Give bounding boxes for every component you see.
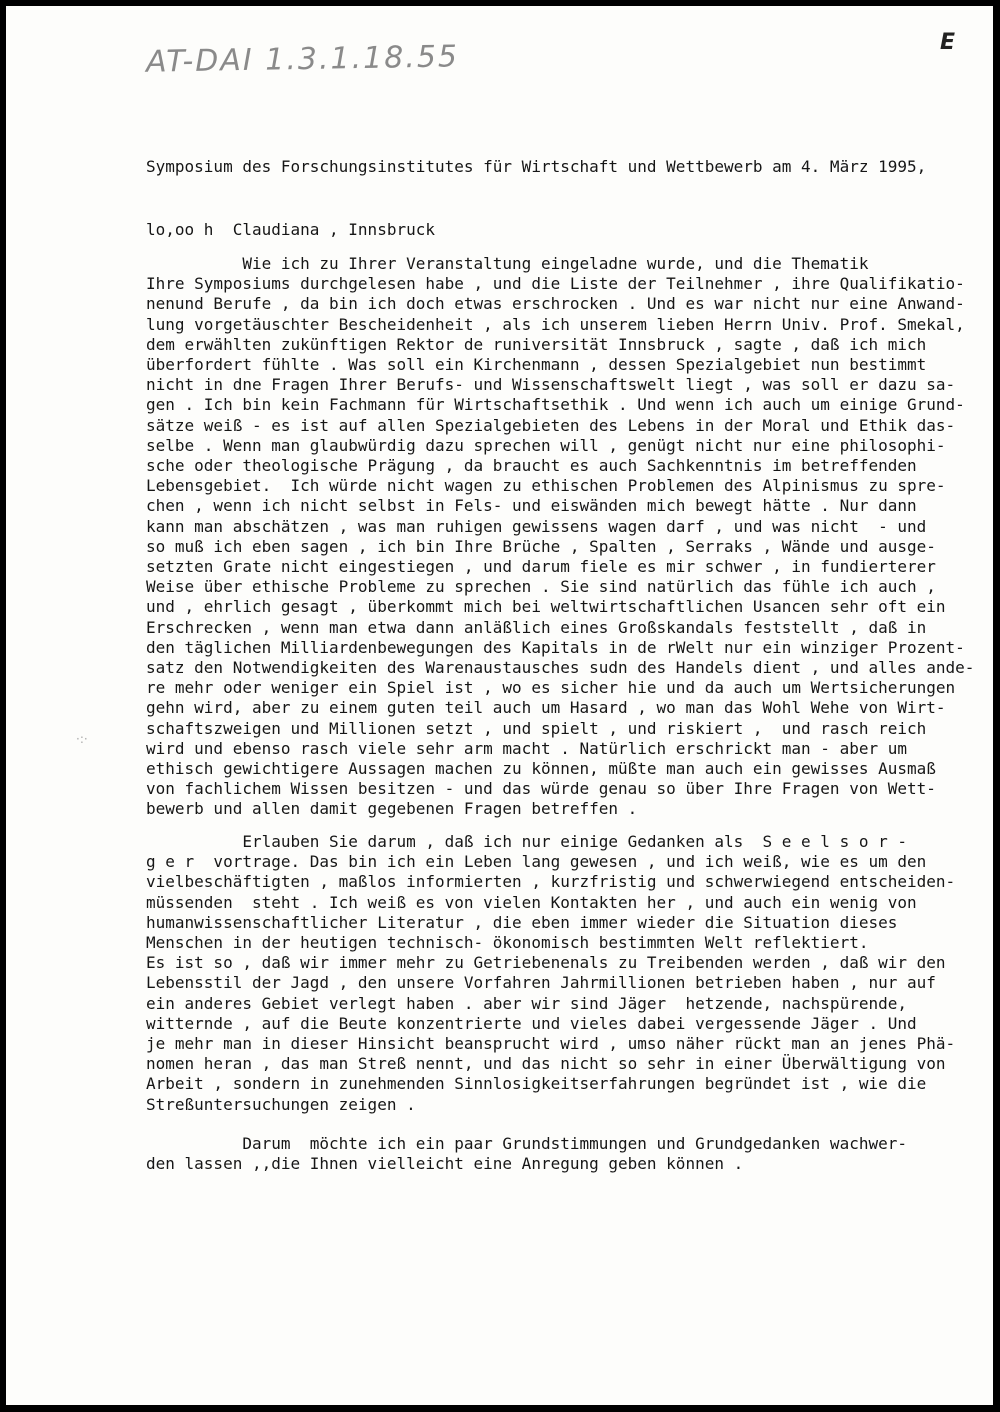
header-line-2: lo,oo h Claudiana , Innsbruck (146, 220, 435, 239)
text-line: bewerb und allen damit gegebenen Fragen betreffen . (146, 799, 638, 819)
text-line: chen , wenn ich nicht selbst in Fels- und eiswänden mich bewegt hätte . Nur dann (146, 496, 917, 516)
text-line: und , ehrlich gesagt , überkommt mich bei weltwirtschaftlichen Usancen sehr oft ein (146, 597, 946, 617)
text-line: witternde , auf die Beute konzentrierte und vieles dabei vergessende Jäger . Und (146, 1013, 917, 1033)
header-line-1: Symposium des Forschungsinstitutes für Wirtschaft und Wettbewerb am 4. März 1995, (146, 157, 927, 176)
text-line: gehn wird, aber zu einem guten teil auch um Hasard , wo man das Wohl Wehe von Wirt- (146, 698, 946, 718)
archive-stamp: AT-DAI 1.3.1.18.55 (145, 39, 460, 80)
text-line: selbe . Wenn man glaubwürdig dazu sprechen will , genügt nicht nur eine philosophi- (146, 435, 946, 455)
document-page (6, 6, 993, 1405)
text-line: müssenden steht . Ich weiß es von vielen Kontakten her , und auch ein wenig von (146, 892, 917, 912)
corner-mark: E (940, 30, 956, 55)
text-line: Streßuntersuchungen zeigen . (146, 1094, 416, 1114)
margin-mark: ·:· (76, 732, 88, 746)
text-line: schaftszweigen und Millionen setzt , und spielt , und riskiert , und rasch reich (146, 718, 927, 738)
text-line: Menschen in der heutigen technisch- ökonomisch bestimmten Welt reflektiert. (146, 933, 869, 953)
text-line: setzten Grate nicht eingestiegen , und darum fiele es mir schwer , in fundierterer (146, 557, 936, 577)
text-line: vielbeschäftigten , maßlos informierten , kurzfristig und schwerwiegend entscheiden- (146, 872, 956, 892)
text-line: Weise über ethische Probleme zu sprechen . Sie sind natürlich das fühle ich auch , (146, 577, 936, 597)
text-line: satz den Notwendigkeiten des Warenaustausches sudn des Handels dient , und alles ande- (146, 658, 975, 678)
text-line: dem erwählten zukünftigen Rektor de runiversität Innsbruck , sagte , daß ich mich (146, 334, 927, 354)
text-line: Erlauben Sie darum , daß ich nur einige Gedanken als S e e l s o r - (146, 832, 907, 851)
text-line: Es ist so , daß wir immer mehr zu Getriebenenals zu Treibenden werden , daß wir den (146, 953, 946, 973)
text-line: wird und ebenso rasch viele sehr arm macht . Natürlich erschrickt man - aber um (146, 738, 907, 758)
text-line: Erschrecken , wenn man etwa dann anläßlich eines Großskandals feststellt , daß in (146, 617, 927, 637)
text-line: von fachlichem Wissen besitzen - und das würde genau so über Ihre Fragen von Wett- (146, 779, 936, 799)
text-line: sätze weiß - es ist auf allen Spezialgebieten des Lebens in der Moral und Ethik das- (146, 415, 956, 435)
text-line: humanwissenschaftlicher Literatur , die eben immer wieder die Situation dieses (146, 912, 898, 932)
text-line: ethisch gewichtigere Aussagen machen zu können, müßte man auch ein gewisses Ausmaß (146, 759, 936, 779)
paragraph-2 (146, 832, 955, 1115)
paragraph-1 (146, 254, 974, 820)
text-line: sche oder theologische Prägung , da braucht es auch Sachkenntnis im betreffenden (146, 456, 917, 476)
text-line: den lassen ,,die Ihnen vielleicht eine Anregung geben können . (146, 1154, 744, 1174)
text-line: gen . Ich bin kein Fachmann für Wirtschaftsethik . Und wenn ich auch um einige Grund- (146, 395, 965, 415)
text-line: überfordert fühlte . Was soll ein Kirchenmann , dessen Spezialgebiet nun bestimmt (146, 355, 927, 375)
text-line: Lebensstil der Jagd , den unsere Vorfahren Jahrmillionen betrieben haben , nur auf (146, 973, 936, 993)
text-line: re mehr oder weniger ein Spiel ist , wo es sicher hie und da auch um Wertsicherungen (146, 678, 956, 698)
text-line: Wie ich zu Ihrer Veranstaltung eingeladne wurde, und die Thematik (146, 254, 869, 273)
text-line: Darum möchte ich ein paar Grundstimmungen und Grundgedanken wachwer- (146, 1134, 907, 1153)
text-line: den täglichen Milliardenbewegungen des Kapitals in de rWelt nur ein winziger Prozent- (146, 637, 965, 657)
text-line: Lebensgebiet. Ich würde nicht wagen zu ethischen Problemen des Alpinismus zu spre- (146, 476, 946, 496)
paragraph-3 (146, 1134, 907, 1174)
text-line: nicht in dne Fragen Ihrer Berufs- und Wissenschaftswelt liegt , was soll er dazu sa- (146, 375, 956, 395)
text-line: g e r vortrage. Das bin ich ein Leben lang gewesen , und ich weiß, wie es um den (146, 852, 927, 872)
text-line: Arbeit , sondern in zunehmenden Sinnlosigkeitserfahrungen begründet ist , wie die (146, 1074, 927, 1094)
text-line: kann man abschätzen , was man ruhigen gewissens wagen darf , und was nicht - und (146, 516, 927, 536)
text-line: so muß ich eben sagen , ich bin Ihre Brüche , Spalten , Serraks , Wände und ausge- (146, 536, 936, 556)
text-line: Ihre Symposiums durchgelesen habe , und die Liste der Teilnehmer , ihre Qualifikatio- (146, 274, 965, 294)
text-line: nenund Berufe , da bin ich doch etwas erschrocken . Und es war nicht nur eine Anwand- (146, 294, 965, 314)
text-line: ein anderes Gebiet verlegt haben . aber wir sind Jäger hetzende, nachspürende, (146, 993, 907, 1013)
text-line: je mehr man in dieser Hinsicht beansprucht wird , umso näher rückt man an jenes Phä- (146, 1034, 956, 1054)
text-line: nomen heran , das man Streß nennt, und das nicht so sehr in einer Überwältigung von (146, 1054, 946, 1074)
text-line: lung vorgetäuschter Bescheidenheit , als ich unserem lieben Herrn Univ. Prof. Smekal, (146, 314, 965, 334)
